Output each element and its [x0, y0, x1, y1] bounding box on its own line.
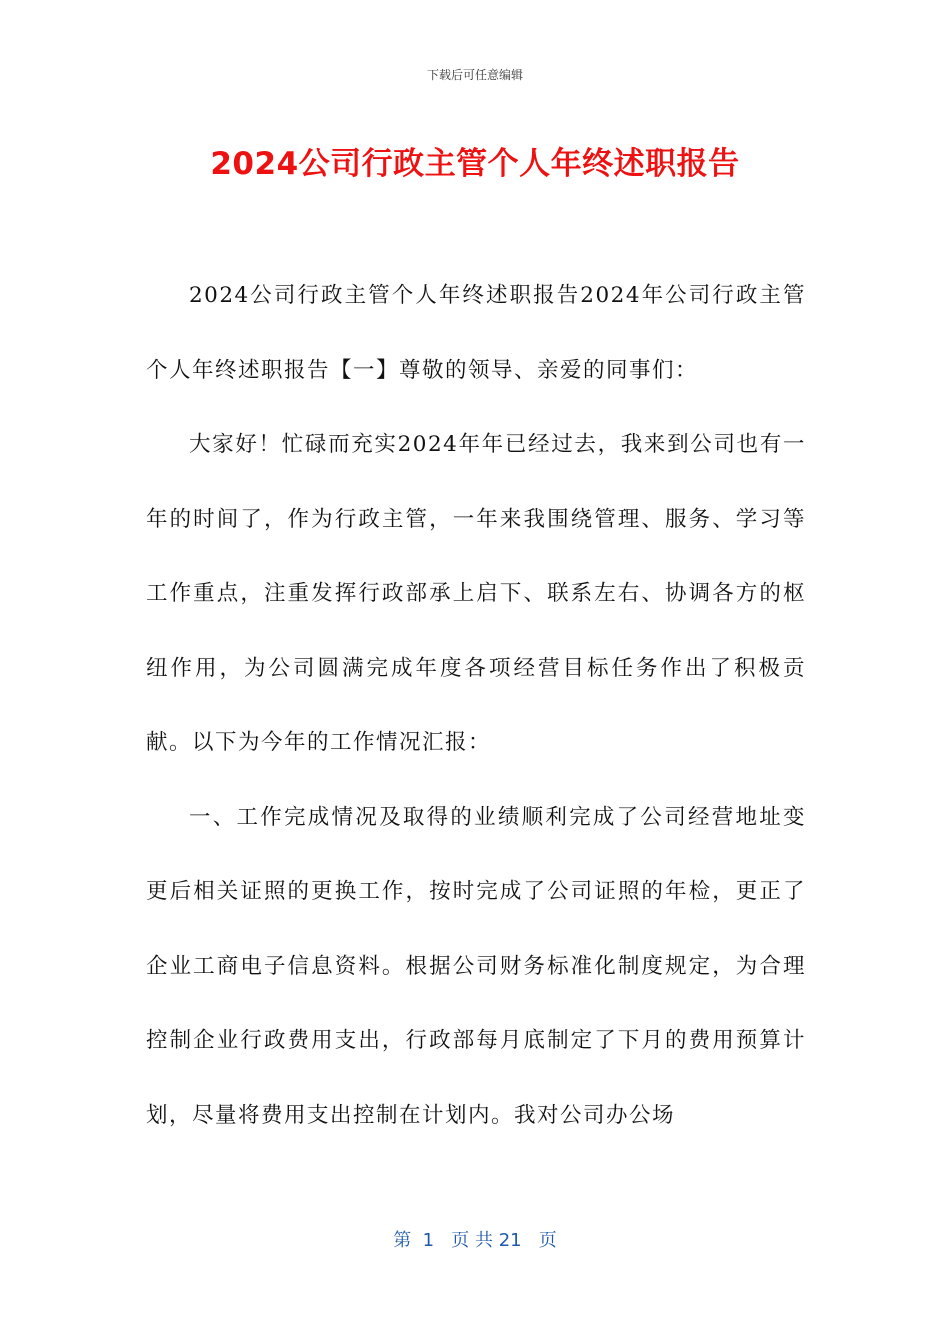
document-body: [146, 259, 806, 1153]
page-number-footer: 第 1 页 共 21 页: [393, 1230, 557, 1251]
paragraph-3: 一、工作完成情况及取得的业绩顺利完成了公司经营地址变更后相关证照的更换工作，按时完成了公司证照的年检，更正了企业工商电子信息资料。根据公司财务标准化制度规定，为合理控制企业行政费用支出，行政部每月底制定了下月的费用预算计划，尽量将费用支出控制在计划内。我对公司办公场: [146, 804, 806, 1128]
paragraph-1: 2024公司行政主管个人年终述职报告2024年公司行政主管个人年终述职报告【一】尊敬的领导、亲爱的同事们：: [146, 283, 806, 383]
paragraph-2: 大家好！忙碌而充实2024年年已经过去，我来到公司也有一年的时间了，作为行政主管，一年来我围绕管理、服务、学习等工作重点，注重发挥行政部承上启下、联系左右、协调各方的枢纽作用，为公司圆满完成年度各项经营目标任务作出了积极贡献。以下为今年的工作情况汇报：: [146, 432, 806, 755]
header-note: 下载后可任意编辑: [426, 68, 523, 82]
document-title: 2024公司行政主管个人年终述职报告: [210, 146, 740, 182]
